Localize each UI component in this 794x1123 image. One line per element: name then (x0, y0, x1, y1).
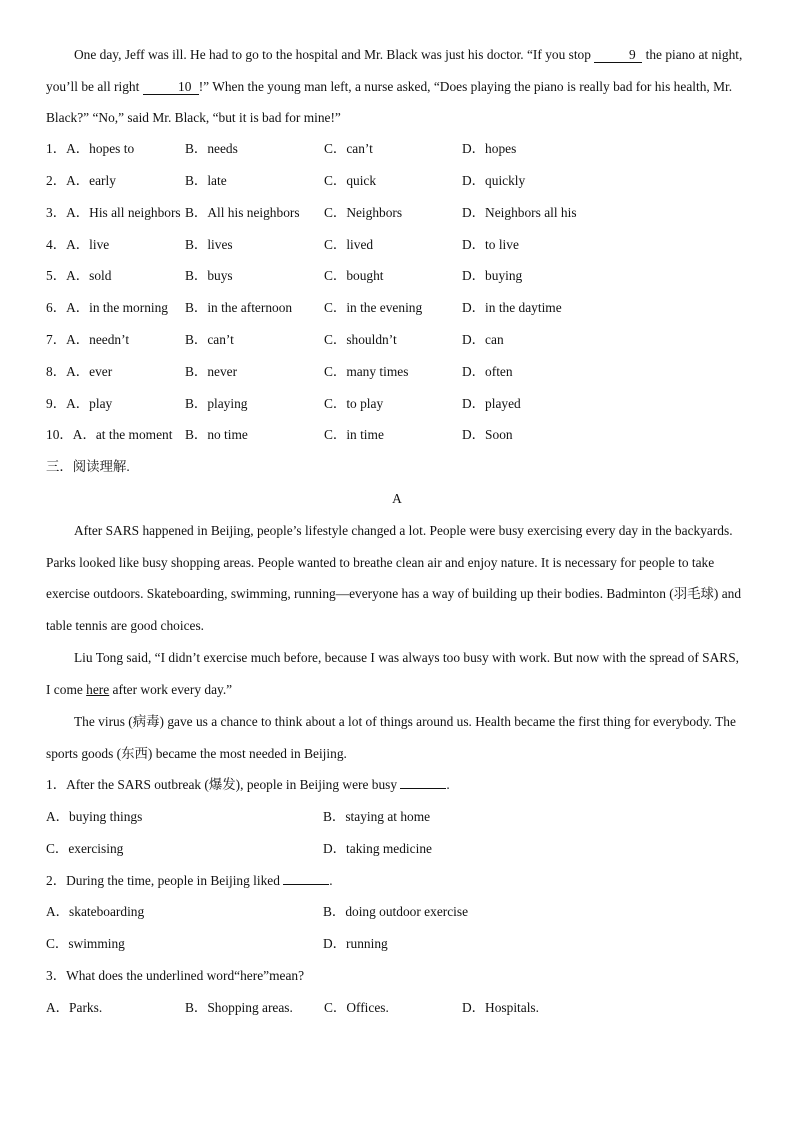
option-c[interactable]: C．swimming (46, 936, 125, 951)
reading-question-3-stem: 3．What does the underlined word“here”mean? (46, 968, 305, 983)
option-b[interactable]: B．lives (185, 237, 233, 252)
reading-question-1-stem: 1．After the SARS outbreak (爆发), people in Beijing were busy . (46, 777, 450, 792)
option-a[interactable]: A．His all neighbors (66, 205, 181, 220)
cloze-text-3: !” When the young man left, a nurse asked, “Does playing the piano is really bad for his health, Mr. Black?” “No,” said Mr. Black, “but it is bad for mine!” (46, 78, 733, 126)
option-d[interactable]: D．buying (462, 268, 523, 283)
option-c[interactable]: C．many times (324, 364, 409, 379)
question-number: 4． (46, 237, 67, 252)
blank-9: 9 (594, 48, 642, 63)
reading-paragraph-3: The virus (病毒) gave us a chance to think about a lot of things around us. Health became the first thing for everybody. The sports goods (东西) became the most needed in Beijing. (46, 714, 736, 761)
option-c[interactable]: C．shouldn’t (324, 332, 397, 347)
option-b[interactable]: B．All his neighbors (185, 205, 300, 220)
reading-paragraph-2-pre: Liu Tong said, “I didn’t exercise much before, because I was always too busy with work. But now with the spread of SARS, I come (46, 650, 739, 697)
option-b[interactable]: B．playing (185, 396, 248, 411)
option-d[interactable]: D．quickly (462, 173, 526, 188)
question-number: 6． (46, 300, 67, 315)
option-b[interactable]: B．no time (185, 427, 248, 442)
option-c[interactable]: C．in time (324, 427, 384, 442)
option-c[interactable]: C．lived (324, 237, 374, 252)
option-d[interactable]: D．to live (462, 237, 519, 252)
answer-blank (283, 872, 329, 885)
option-c[interactable]: C．can’t (324, 141, 373, 156)
option-d[interactable]: D．taking medicine (323, 841, 432, 856)
option-d[interactable]: D．Neighbors all his (462, 205, 577, 220)
question-number: 2． (46, 173, 67, 188)
option-a[interactable]: A．hopes to (66, 141, 135, 156)
option-b[interactable]: B．staying at home (323, 809, 431, 824)
option-d[interactable]: D．can (462, 332, 504, 347)
option-b[interactable]: B．can’t (185, 332, 234, 347)
question-number: 10． (46, 427, 73, 442)
option-b[interactable]: B．doing outdoor exercise (323, 904, 469, 919)
option-a[interactable]: A．skateboarding (46, 904, 145, 919)
passage-label: A (392, 491, 402, 506)
option-d[interactable]: D．hopes (462, 141, 517, 156)
option-a[interactable]: A．play (66, 396, 113, 411)
option-a[interactable]: A．live (66, 237, 110, 252)
option-a[interactable]: A．Parks. (46, 1000, 103, 1015)
question-number: 7． (46, 332, 67, 347)
option-d[interactable]: D．often (462, 364, 513, 379)
option-c[interactable]: C．Neighbors (324, 205, 403, 220)
option-b[interactable]: B．never (185, 364, 238, 379)
option-b[interactable]: B．in the afternoon (185, 300, 293, 315)
option-d[interactable]: D．Hospitals. (462, 1000, 539, 1015)
blank-10: 10 (143, 80, 199, 95)
cloze-text-2: the piano at night, you’ll be all right (46, 47, 743, 94)
option-b[interactable]: B．Shopping areas. (185, 1000, 293, 1015)
section-heading: 三．阅读理解. (46, 459, 130, 474)
question-number: 9． (46, 396, 67, 411)
option-a[interactable]: A．ever (66, 364, 113, 379)
question-number: 1． (46, 141, 67, 156)
option-c[interactable]: C．exercising (46, 841, 124, 856)
option-d[interactable]: D．played (462, 396, 521, 411)
option-c[interactable]: C．to play (324, 396, 384, 411)
option-c[interactable]: C．in the evening (324, 300, 423, 315)
reading-paragraph-2-post: after work every day.” (109, 681, 233, 697)
option-d[interactable]: D．in the daytime (462, 300, 562, 315)
reading-question-2-stem: 2．During the time, people in Beijing liked . (46, 873, 333, 888)
cloze-text-1: One day, Jeff was ill. He had to go to the hospital and Mr. Black was just his doctor. “If you stop (74, 47, 595, 62)
option-a[interactable]: A．at the moment (72, 427, 173, 442)
question-number: 3． (46, 205, 67, 220)
answer-blank (400, 776, 446, 789)
cloze-passage (46, 39, 746, 134)
option-c[interactable]: C．quick (324, 173, 377, 188)
underlined-word-here: here (86, 681, 110, 697)
option-a[interactable]: A．sold (66, 268, 112, 283)
reading-paragraph-2 (46, 642, 746, 705)
option-a[interactable]: A．buying things (46, 809, 143, 824)
option-a[interactable]: A．in the morning (66, 300, 169, 315)
option-b[interactable]: B．late (185, 173, 227, 188)
option-a[interactable]: A．early (66, 173, 116, 188)
question-number: 8． (46, 364, 67, 379)
option-a[interactable]: A．needn’t (66, 332, 130, 347)
option-c[interactable]: C．Offices. (324, 1000, 389, 1015)
option-c[interactable]: C．bought (324, 268, 384, 283)
option-b[interactable]: B．buys (185, 268, 233, 283)
reading-paragraph-1: After SARS happened in Beijing, people’s lifestyle changed a lot. People were busy exercising every day in the backyards. Parks looked like busy shopping areas. People wanted to breathe clean air and enjoy nature. It is necessary for people to take exercise outdoors. Skateboarding, swimming, running—everyone has a way of building up their bodies. Badminton (羽毛球) and table tennis are good choices. (46, 523, 742, 634)
option-d[interactable]: D．running (323, 936, 388, 951)
option-d[interactable]: D．Soon (462, 427, 513, 442)
option-b[interactable]: B．needs (185, 141, 238, 156)
question-number: 5． (46, 268, 67, 283)
